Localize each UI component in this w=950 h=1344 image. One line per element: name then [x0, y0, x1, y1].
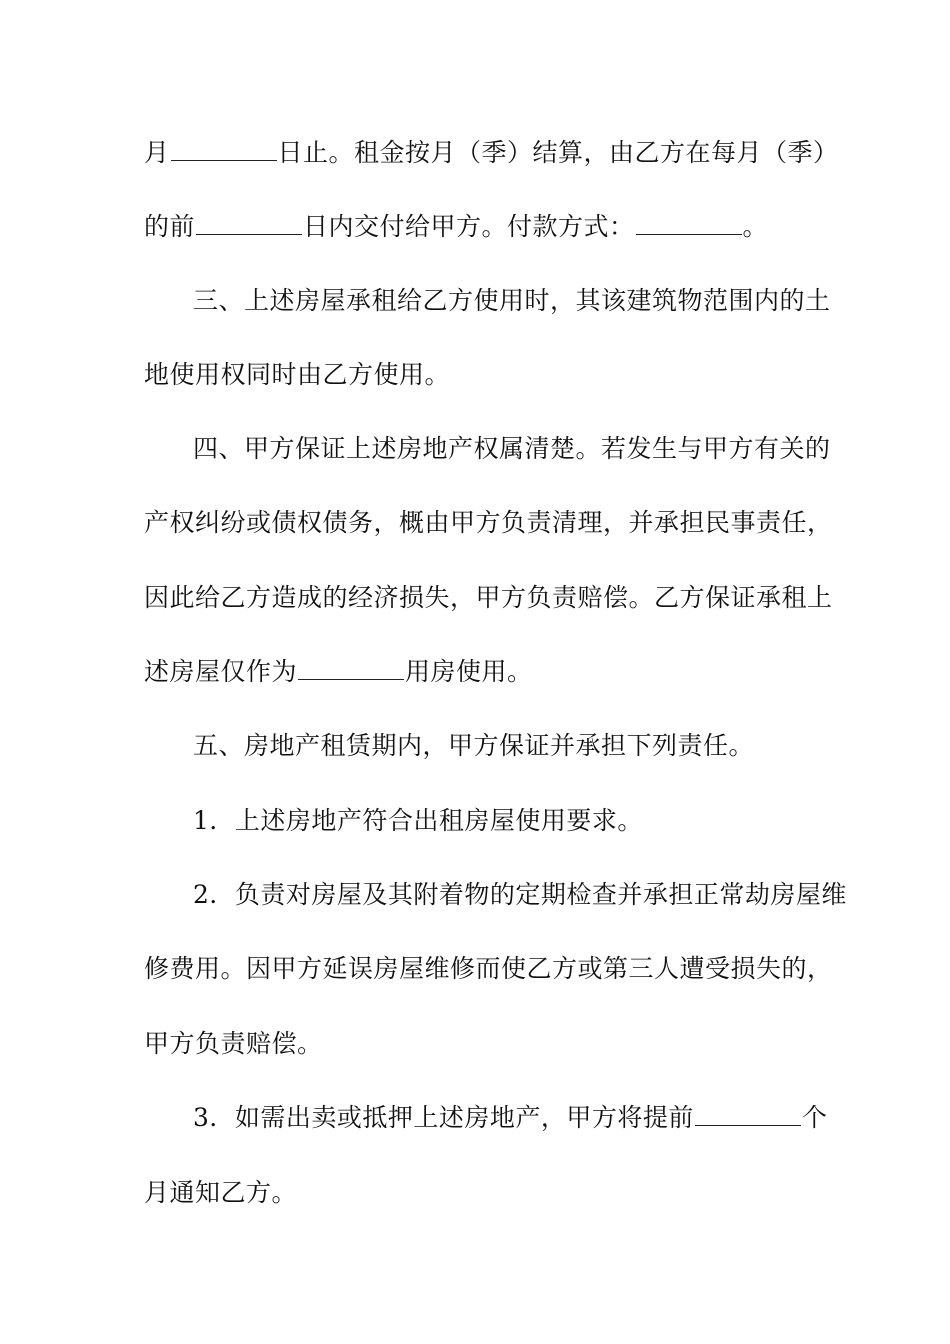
- text-segment: 述房屋仅作为: [144, 657, 298, 686]
- fill-in-blank: [171, 138, 277, 161]
- text-line-8: [144, 657, 824, 687]
- text-segment: 3．如需出卖或抵押上述房地产，甲方将提前: [193, 1103, 694, 1132]
- text-line-15: [144, 1178, 824, 1208]
- text-line-10: [193, 806, 823, 836]
- text-segment: 的前: [144, 212, 196, 241]
- text-segment: 三、上述房屋承租给乙方使用时，其该建筑物范围内的土: [193, 286, 831, 315]
- text-segment: 月通知乙方。: [144, 1178, 298, 1207]
- text-line-12: [144, 954, 833, 984]
- text-segment: 因此给乙方造成的经济损失，甲方负责赔偿。乙方保证承租上: [144, 583, 833, 612]
- text-line-5: [193, 434, 831, 464]
- text-line-13: [144, 1029, 824, 1059]
- text-line-7: [144, 583, 833, 613]
- text-segment: 修费用。因甲方延误房屋维修而使乙方或第三人遭受损失的，: [144, 954, 833, 983]
- text-segment: 用房使用。: [405, 657, 533, 686]
- text-segment: 1．上述房地产符合出租房屋使用要求。: [193, 806, 643, 835]
- text-segment: 日止。租金按月（季）结算，由乙方在每月（季）: [277, 138, 839, 167]
- fill-in-blank: [695, 1103, 801, 1126]
- text-line-9: [193, 731, 823, 761]
- text-segment: 个: [801, 1103, 828, 1132]
- text-segment: 五、房地产租赁期内，甲方保证并承担下列责任。: [193, 731, 755, 760]
- text-segment: 产权纠纷或债权债务，概由甲方负责清理，并承担民事责任，: [144, 508, 833, 537]
- text-line-2: [144, 212, 824, 242]
- text-line-4: [144, 360, 824, 390]
- text-line-14: [193, 1103, 828, 1133]
- text-segment: 2．负责对房屋及其附着物的定期检查并承担正常劫房屋维: [193, 880, 847, 909]
- text-line-1: [144, 138, 839, 168]
- text-segment: 。: [742, 212, 769, 241]
- text-segment: 地使用权同时由乙方使用。: [144, 360, 451, 389]
- text-segment: 月: [144, 138, 170, 167]
- fill-in-blank: [636, 212, 742, 235]
- text-line-6: [144, 508, 833, 538]
- text-line-3: [193, 286, 831, 316]
- text-line-11: [193, 880, 847, 910]
- text-segment: 日内交付给甲方。付款方式：: [303, 212, 635, 241]
- fill-in-blank: [196, 212, 302, 235]
- fill-in-blank: [298, 657, 404, 680]
- text-segment: 甲方负责赔偿。: [144, 1029, 323, 1058]
- text-segment: 四、甲方保证上述房地产权属清楚。若发生与甲方有关的: [193, 434, 831, 463]
